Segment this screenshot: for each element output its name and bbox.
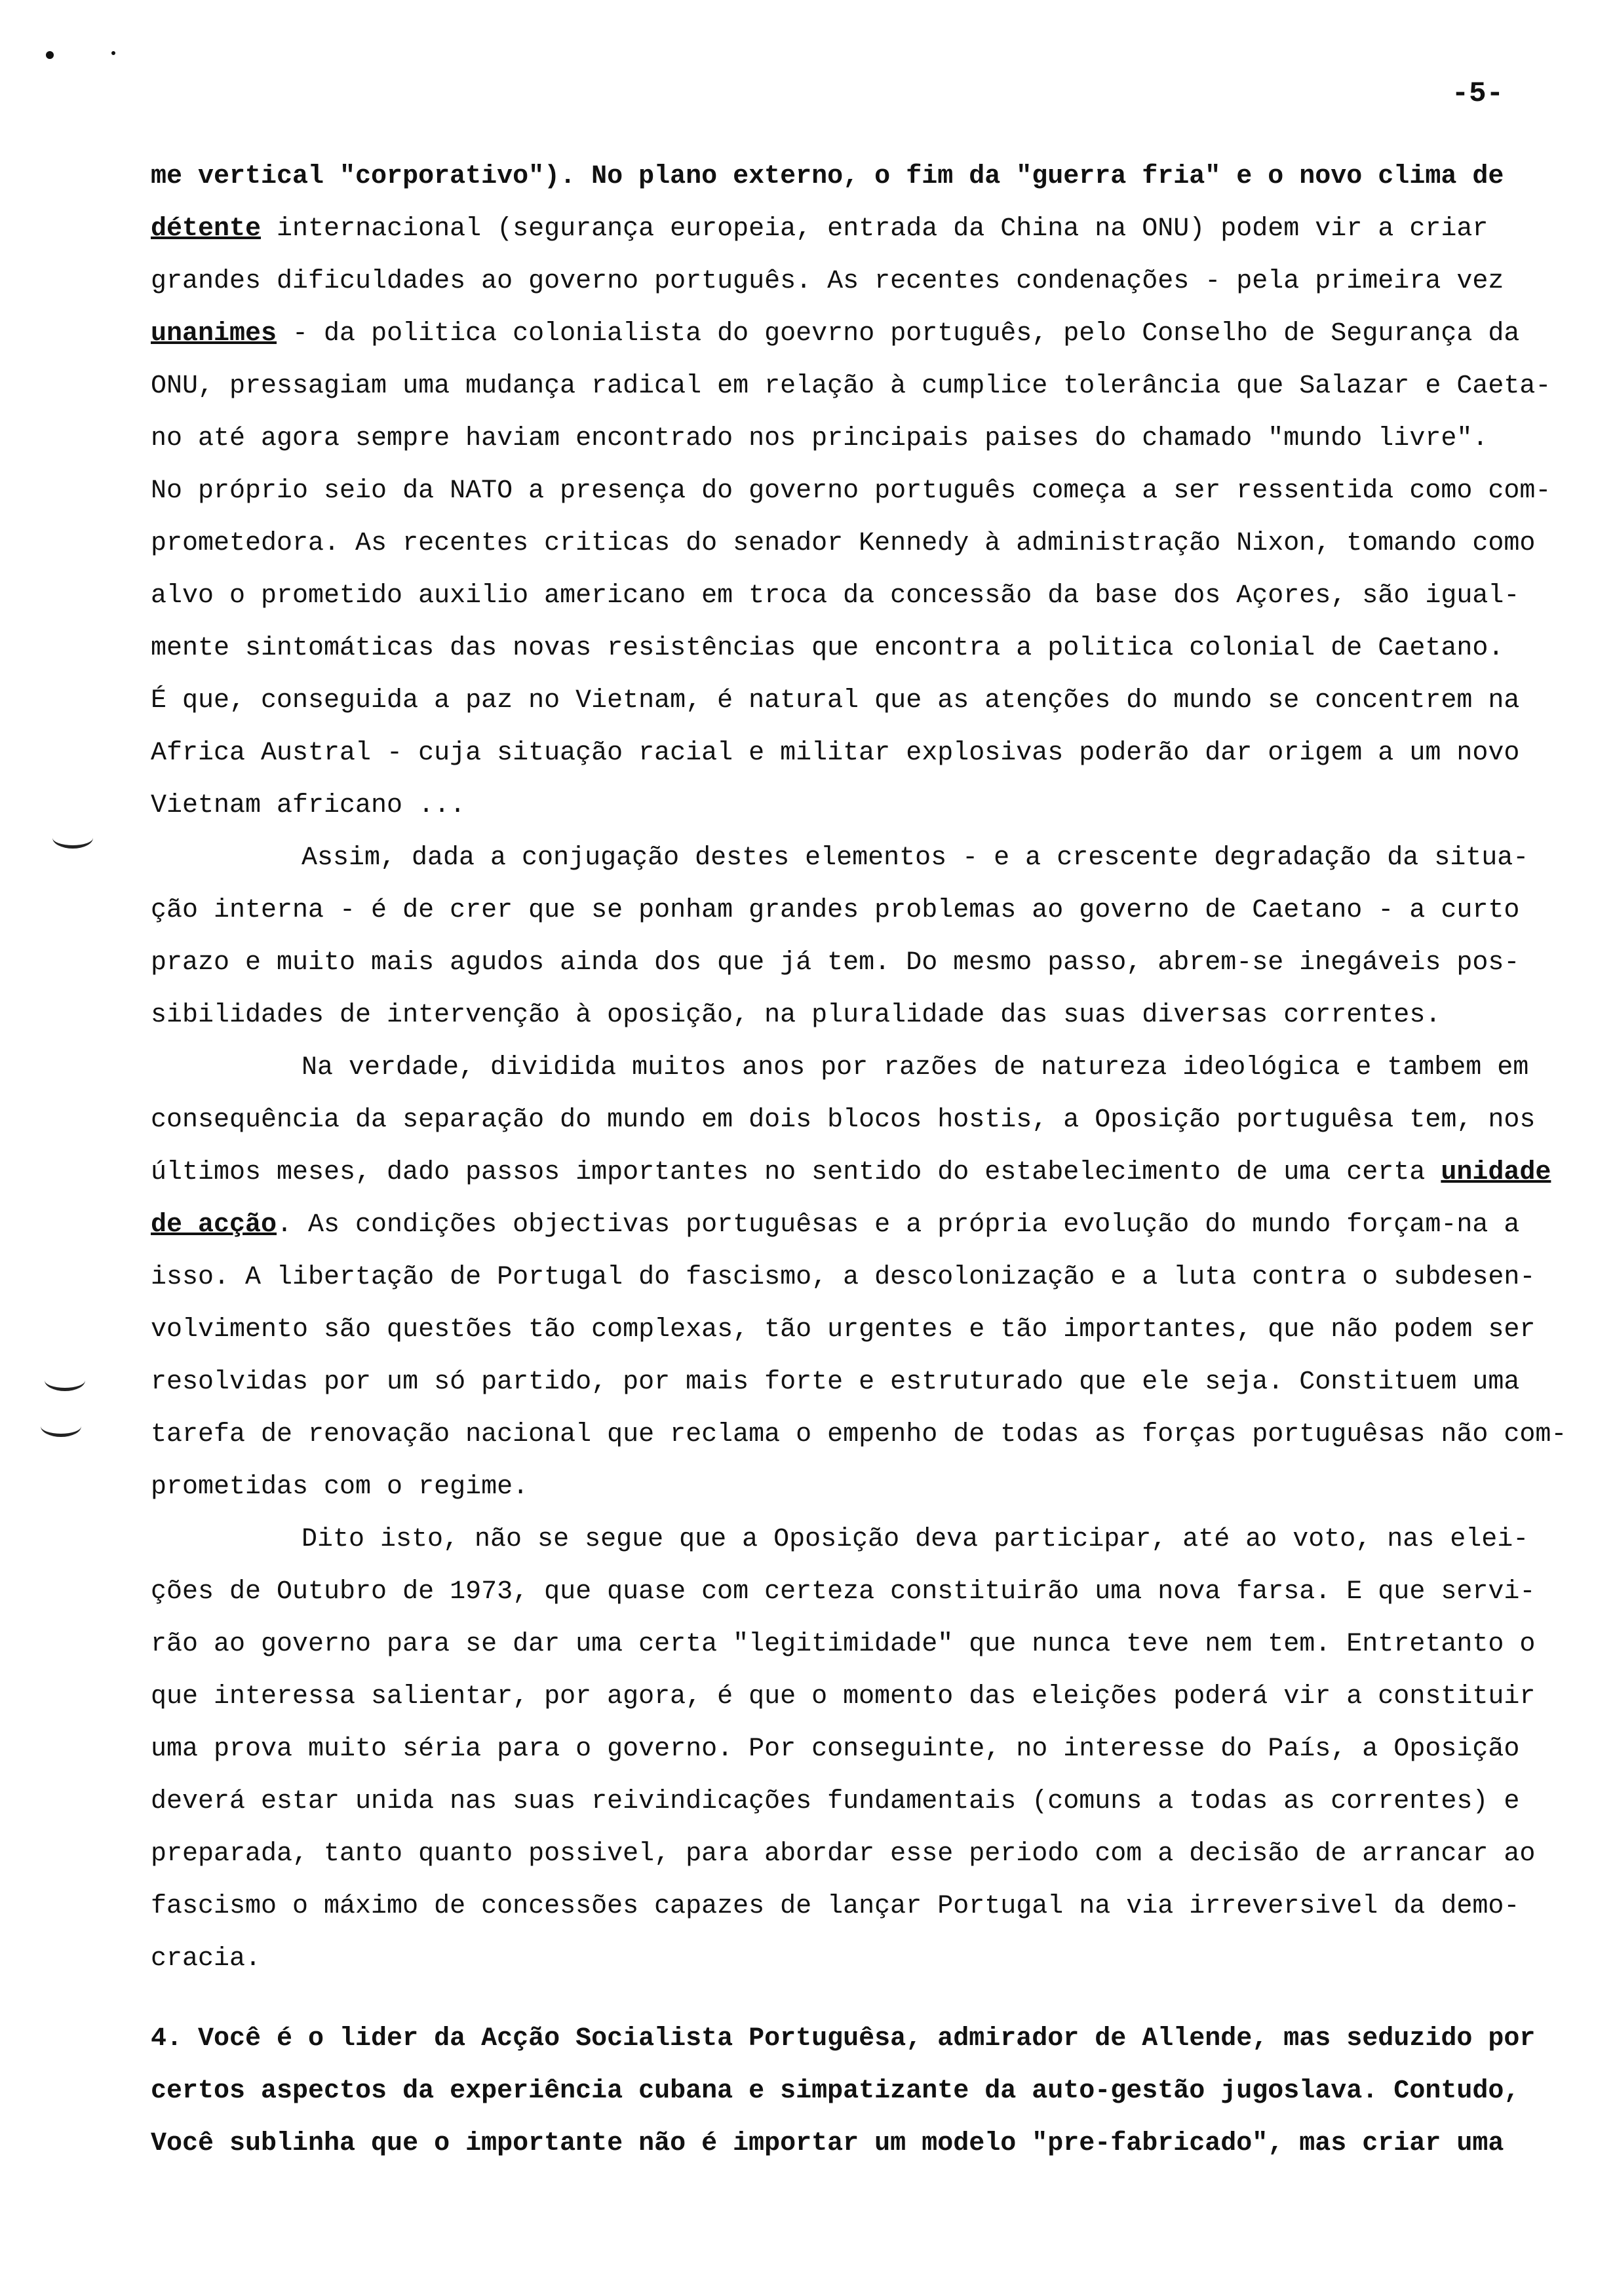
- text-line: ção interna - é de crer que se ponham grandes problemas ao governo de Caetano - a curto: [151, 896, 1520, 925]
- text-line: isso. A libertação de Portugal do fascismo, a descolonização e a luta contra o subdesen-: [151, 1263, 1536, 1292]
- text-line: rão ao governo para se dar uma certa "legitimidade" que nunca teve nem tem. Entretanto o: [151, 1630, 1536, 1659]
- text-line: Assim, dada a conjugação destes elementos - e a crescente degradação da situa-: [302, 843, 1529, 873]
- text-line: ONU, pressagiam uma mudança radical em relação à cumplice tolerância que Salazar e Caeta-: [151, 372, 1551, 401]
- text-line: sibilidades de intervenção à oposição, na pluralidade das suas diversas correntes.: [151, 1001, 1441, 1030]
- margin-mark: [52, 827, 93, 849]
- text-line: prometidas com o regime.: [151, 1472, 529, 1502]
- text-line: me vertical "corporativo"). No plano externo, o fim da "guerra fria" e o novo clima de: [151, 162, 1504, 191]
- text-line: Africa Austral - cuja situação racial e militar explosivas poderão dar origem a um novo: [151, 738, 1520, 768]
- text-line: cracia.: [151, 1944, 262, 1974]
- text-line-start: últimos meses, dado passos importantes no sentido do estabelecimento de uma certa: [151, 1158, 1426, 1187]
- text-line: Vietnam africano ...: [151, 791, 466, 820]
- text-line: No próprio seio da NATO a presença do governo português começa a ser ressentida como com-: [151, 476, 1551, 506]
- text-line: 4. Você é o lider da Acção Socialista Portuguêsa, admirador de Allende, mas seduzido por: [151, 2024, 1536, 2054]
- underlined-word: détente: [151, 214, 262, 244]
- text-line: tarefa de renovação nacional que reclama o empenho de todas as forças portuguêsas não com-: [151, 1420, 1567, 1449]
- text-line-rest: . As condições objectivas portuguêsas e a própria evolução do mundo forçam-na a: [277, 1210, 1520, 1240]
- text-line-rest: internacional (segurança europeia, entrada da China na ONU) podem vir a criar: [277, 214, 1489, 244]
- text-line: que interessa salientar, por agora, é que o momento das eleições poderá vir a constituir: [151, 1682, 1536, 1712]
- text-line: fascismo o máximo de concessões capazes de lançar Portugal na via irreversivel da demo-: [151, 1892, 1520, 1921]
- text-line: [151, 1147, 1551, 1199]
- text-line: [151, 1199, 1520, 1252]
- text-line: consequência da separação do mundo em dois blocos hostis, a Oposição portuguêsa tem, nos: [151, 1105, 1536, 1135]
- text-line: deverá estar unida nas suas reivindicações fundamentais (comuns a todas as correntes) e: [151, 1787, 1520, 1816]
- underlined-word: unidade: [1441, 1158, 1551, 1187]
- page-number: -5-: [1451, 77, 1504, 110]
- underlined-word: de acção: [151, 1210, 277, 1240]
- text-line: no até agora sempre haviam encontrado nos principais paises do chamado "mundo livre".: [151, 424, 1489, 453]
- text-line: uma prova muito séria para o governo. Por conseguinte, no interesse do País, a Oposição: [151, 1734, 1520, 1764]
- text-line: prometedora. As recentes criticas do senador Kennedy à administração Nixon, tomando como: [151, 529, 1536, 558]
- body-text: [151, 151, 1567, 2170]
- text-line: prazo e muito mais agudos ainda dos que já tem. Do mesmo passo, abrem-se inegáveis pos-: [151, 948, 1520, 978]
- text-line: mente sintomáticas das novas resistências que encontra a politica colonial de Caetano.: [151, 634, 1504, 663]
- text-line: preparada, tanto quanto possivel, para abordar esse periodo com a decisão de arrancar ao: [151, 1839, 1536, 1869]
- text-line: Na verdade, dividida muitos anos por razões de natureza ideológica e tambem em: [302, 1053, 1529, 1082]
- margin-mark: [45, 1369, 85, 1391]
- text-line: certos aspectos da experiência cubana e simpatizante da auto-gestão jugoslava. Contudo,: [151, 2076, 1520, 2106]
- scan-speck: [46, 51, 54, 59]
- text-line: É que, conseguida a paz no Vietnam, é natural que as atenções do mundo se concentrem na: [151, 686, 1520, 716]
- underlined-word: unanimes: [151, 319, 277, 349]
- text-line: Dito isto, não se segue que a Oposição deva participar, até ao voto, nas elei-: [302, 1525, 1529, 1554]
- text-line: resolvidas por um só partido, por mais forte e estruturado que ele seja. Constituem uma: [151, 1368, 1520, 1397]
- text-line: volvimento são questões tão complexas, tão urgentes e tão importantes, que não podem ser: [151, 1315, 1536, 1345]
- text-line: alvo o prometido auxilio americano em troca da concessão da base dos Açores, são igual-: [151, 581, 1520, 611]
- text-line: [151, 203, 1501, 256]
- text-line: [151, 308, 1520, 360]
- scan-speck: [111, 51, 115, 55]
- text-line: ções de Outubro de 1973, que quase com certeza constituirão uma nova farsa. E que servi-: [151, 1577, 1536, 1607]
- text-line: grandes dificuldades ao governo português. As recentes condenações - pela primeira vez: [151, 267, 1504, 296]
- paragraph-gap: [151, 1985, 1501, 2013]
- text-line-rest: - da politica colonialista do goevrno português, pelo Conselho de Segurança da: [292, 319, 1520, 349]
- margin-mark: [41, 1415, 81, 1437]
- text-line: Você sublinha que o importante não é importar um modelo "pre-fabricado", mas criar uma: [151, 2129, 1504, 2158]
